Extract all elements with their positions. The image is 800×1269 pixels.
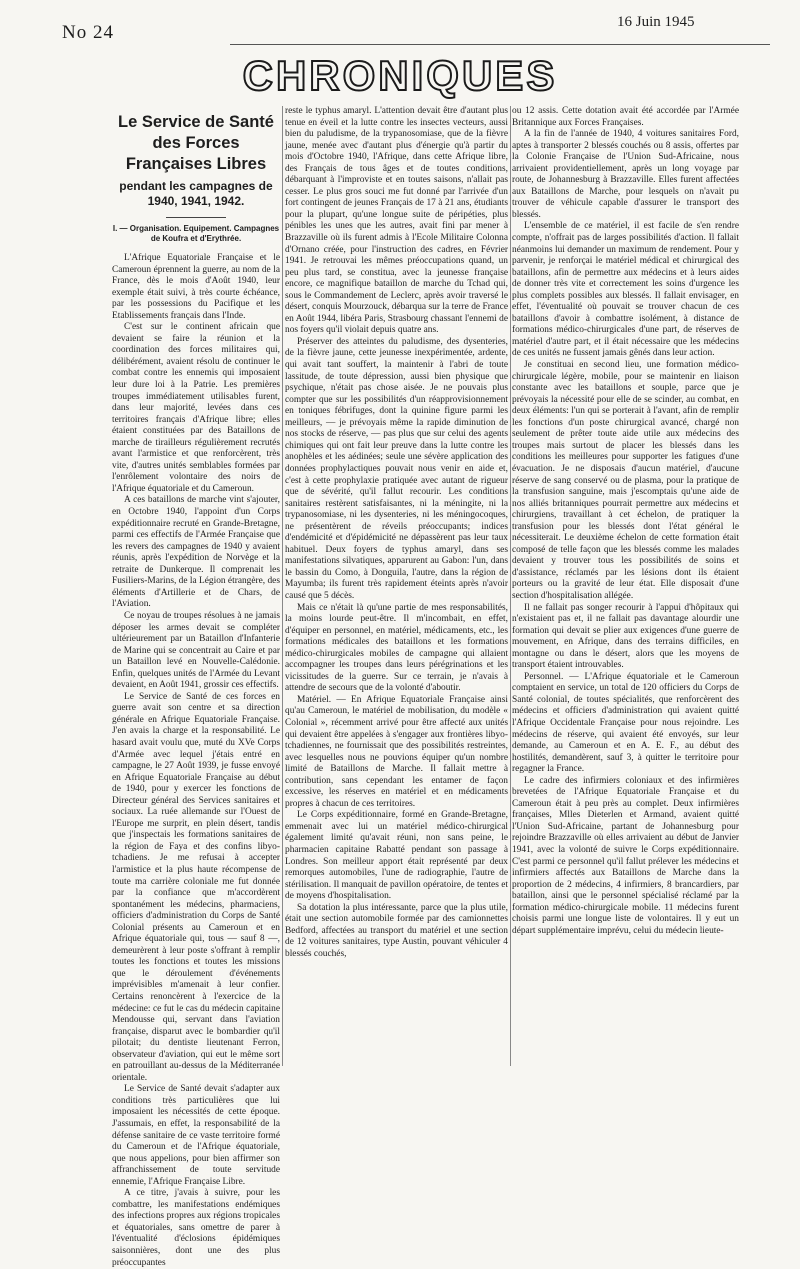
paragraph: Mais ce n'était là qu'une partie de mes responsabilités, la moins lourde peut-être. Il m'incombait, en effet, d'équiper en personnel, en matériel, médicaments, etc., les formations médicales des bataillons et les formations médico-chirurgicales mobiles de campagne qui allaient accompagner les troupes dans leurs pérégrinations et les vicissitudes de la guerre. Sur ce terrain, je n'avais à attendre de secours que de la volonté d'aboutir. [285, 602, 508, 694]
paragraph: Matériel. — En Afrique Equatoriale Française ainsi qu'au Cameroun, le matériel de mobilisation, du modèle « Colonial », récemment arrivé pour être affecté aux unités qui devaient être appelées à s'engager aux frontières libyo-tchadiennes, ne fournissait que des possibilités restreintes, avec lesquelles nous ne pouvions équiper qu'un nombre limité de Bataillons de Marche. Il fallait mettre à contribution, sans cependant les entamer de façon excessive, les réserves en matériel et en médicaments propres à chacun de ces territoires. [285, 694, 508, 809]
article-title: Le Service de Santé des Forces Françaises Libres [118, 113, 274, 173]
paragraph: Le Corps expéditionnaire, formé en Grande-Bretagne, emmenait avec lui un matériel médico-chirurgical également limité qu'avait réuni, non sans peine, le pharmacien capitaine Rabatté pendant son passage à Londres. Son meilleur apport était représenté par deux remorques automobiles, l'une de radiographie, l'autre de stérilisation. Il manquait de pavillon opératoire, de tentes et de moyens d'hospitalisation. [285, 810, 508, 902]
paragraph: Sa dotation la plus intéressante, parce que la plus utile, était une section automobile formée par des camionnettes Bedford, affectées au transport du matériel et une section de 12 voitures sanitaires, type Austin, pouvant véhiculer 4 blessés couchés, [285, 902, 508, 959]
paragraph: A ce titre, j'avais à suivre, pour les combattre, les manifestations endémiques des infections propres aux régions tropicales et équatoriales, sans omettre de parer à l'éventualité d'éclosions épidémiques saisonnières, dont une des plus préoccupantes [112, 1188, 280, 1268]
column-right [512, 106, 739, 1066]
paragraph: ou 12 assis. Cette dotation avait été accordée par l'Armée Britannique aux Forces Françaises. [512, 106, 739, 128]
article-subtitle: pendant les campagnes de 1940, 1941, 1942. [119, 179, 273, 208]
section-heading: I. — Organisation. Equipement. Campagnes de Koufra et d'Erythrée. [112, 224, 280, 243]
paragraph: Ce noyau de troupes résolues à ne jamais déposer les armes devait se compléter ultérieurement par un Bataillon d'Infanterie de Marine qui se concentrait au Caire et par un Bataillon levé en Nouvelle-Calédonie. Enfin, quelques unités de l'Armée du Levant devaient, en Août 1941, grossir ces effectifs. [112, 610, 280, 691]
header-rule [230, 44, 770, 45]
paragraph: Je constituai en second lieu, une formation médico-chirurgicale légère, mobile, pour se maintenir en liaison constante avec les bataillons et souple, parce que je prévoyais la nécessité pour elle de se scinder, au combat, en deux éléments: l'un qui se porterait à l'avant, afin de remplir les fonctions d'un poste chirurgical avancé, chargé non seulement de prêter toute aide utile aux médecins des troupes mais surtout de placer les blessés dans les conditions les meilleures pour supporter les fatigues d'une évacuation. Je ne disposais d'aucun matériel, d'aucune réserve de sang conservé ou de plasma, pour la pratique de la transfusion sanguine, mais j'escomptais qu'une aide de nos alliés britanniques pourrait permettre aux médecins et chirurgiens, travaillant à cet échelon, de pratiquer la transfusion pour les blessés dont l'état général le nécessiterait. Le deuxième échelon de cette formation était composé de telle façon que les blessés comme les malades devaient y trouver tous les possibilités de soins et d'assistance, réclamés par les lésions dont ils étaient porteurs ou la gravité de leur état. Elle disposait d'une section d'hospitalisation allégée. [512, 360, 739, 601]
masthead: CHRONIQUES [242, 52, 558, 99]
issue-date: 16 Juin 1945 [617, 14, 695, 30]
section-rule [166, 217, 226, 218]
column-divider [510, 106, 511, 1066]
paragraph: L'Afrique Equatoriale Française et le Cameroun éprennent la guerre, au nom de la France, dès le mois d'Août 1940, leur exemple était suivi, à très courte échéance, par les possessions du Pacifique et les Etablissements français dans l'Inde. [112, 253, 280, 321]
paragraph: Préserver des atteintes du paludisme, des dysenteries, de la fièvre jaune, cette jeunesse inexpérimentée, ardente, qui avait tant souffert, la maintenir à l'abri de toute lassitude, de toute dépression, aussi bien physique que psychique, n'était pas chose aisée. Je ne pouvais plus compter que sur les possibilités d'un réapprovisionnement en toniques fébrifuges, dont la quinine figure parmi les meilleurs, — je prévoyais même la rapide diminution de nos stocks de réserve, — pas plus que sur celui des agents chimiques qui ont fait leur preuve dans la lutte contre les anophèles et les aédinées; seule une sévère application des données prophylactiques pouvait nous venir en aide et, c'est à cette prophylaxie pratiquée avec autant de rigueur que de sévérité, qu'il fallut recourir. Les conditions sanitaires restèrent satisfaisantes, ni la méningite, ni la trypanosomiase, ni les dysenteries, ni les méningocoques, ne présentèrent de réveils préoccupants; indices d'endémicité et d'épidémicité ne dépassèrent pas leur taux habituel. Deux foyers de typhus amaryl, dans ses manifestations silvatiques, apparurent au Gabon: l'un, dans le bassin du Como, à Donguila, l'autre, dans la région de Mayumba; ils furent très rapidement éteints après n'avoir causé que 5 décès. [285, 336, 508, 601]
paragraph: Le Service de Santé devait s'adapter aux conditions très particulières que lui imposaient les nécessités de cette époque. J'assumais, en effet, la responsabilité de la défense sanitaire de ce vaste territoire formé du Cameroun et de l'Afrique équatoriale, que nous appelions, pour bien affirmer son affranchissement de toute servitude ennemie, l'Afrique Française Libre. [112, 1084, 280, 1187]
paragraph: Le cadre des infirmiers coloniaux et des infirmières brevetées de l'Afrique Equatoriale Française et du Cameroun était à peu près au complet. Deux infirmières françaises, Mlles Dieterlen et Armand, avaient quitté l'Union Sud-Africaine, partant de Johannesburg pour rejoindre Brazzaville où elles arrivaient au début de Janvier 1941, avec la volonté de suivre le Corps expéditionnaire. C'est parmi ce personnel qu'il fallut prélever les médecins et infirmiers affectés aux Bataillons de Marche dans la proportion de 2 médecins, 4 infirmiers, 8 brancardiers, par bataillon, ainsi que le personnel spécialisé réclamé par la formation médico-chirurgicale mobile. 11 médecins furent choisis parmi une longue liste de volontaires. Il y eut un départ supplémentaire imprévu, celui du médecin lieute- [512, 775, 739, 936]
paragraph: Il ne fallait pas songer recourir à l'appui d'hôpitaux qui n'existaient pas et, il ne fallait pas davantage alourdir une formation qui devait se plier aux exigences d'une guerre de mouvement, en Afrique, dans des terrains difficiles, en montagne ou dans le désert, alors que les moyens de transport étaient introuvables. [512, 602, 739, 671]
paragraph: Personnel. — L'Afrique équatoriale et le Cameroun comptaient en service, un total de 120 officiers du Corps de Santé colonial, de toutes spécialités, que renforcèrent des médecins et officiers d'administration qui avaient quitté l'Afrique Occidentale Française pour nous rejoindre. Les médecins de réserve, qui avaient été envoyés, sur leur demande, au Cameroun et en A. E. F., au début des hostilités, demandèrent, sauf 3, à quitter le territoire pour regagner la France. [512, 671, 739, 775]
column-divider [282, 106, 283, 1066]
paragraph: L'ensemble de ce matériel, il est facile de s'en rendre compte, n'offrait pas de larges possibilités d'action. Il fallait néanmoins lui demander un maximum de rendement. Pour y parvenir, je renforçai le matériel médical et chirurgical des bataillons, afin de permettre aux médecins et à leurs aides de donner très vite et correctement les soins d'urgence les plus complets possibles aux blessés. Il fallait envisager, en effet, l'éventualité où pouvait se trouver chacun de ces bataillons d'avoir à combattre isolément, à distance de formations médico-chirurgicales d'une part, de réserves de matériel d'autre part, et il était nécessaire que les médecins de ces unités ne fussent jamais gênés dans leur action. [512, 221, 739, 359]
issue-number: No 24 [62, 22, 114, 43]
paragraph: reste le typhus amaryl. L'attention devait être d'autant plus tenue en éveil et la lutte contre les insectes vecteurs, aussi bien du paludisme, de la trypanosomiase, que de la fièvre jaune, menée avec d'autant plus d'énergie qu'à partir du mois d'Octobre 1940, l'Afrique, dans cette Afrique libre, des Français de tous âges et de toutes conditions, débarquant à l'improviste et en toutes saisons, n'allait pas cesser. Le plus gros souci me fut donné par l'arrivée d'un fort contingent de jeunes Français de 17 à 21 ans, étudiants pour la plupart, qu'une longue suite de péripéties, plus pénibles les unes que les autres, avait fini par mener à Brazzaville où ils furent admis à l'Ecole Militaire Colonna d'Ornano créée, pour l'instruction des cadres, en Février 1941. Je retrouvai les mêmes préoccupations quand, un peu plus tard, se constitua, avec la jeunesse française encore, ce magnifique bataillon de marche du Tchad qui, sous le Commandement de Leclerc, après avoir traversé le désert, conquis Mourzouck, débarqua sur la terre de France en Août 1944, libéra Paris, Strasbourg chassant l'ennemi de nos foyers qu'il violait depuis quatre ans. [285, 106, 508, 336]
paragraph: C'est sur le continent africain que devaient se faire la réunion et la coordination des forces militaires qui, délibérément, avaient résolu de continuer le combat contre les ennemis qui imposaient leur dure loi à la Patrie. Les premières troupes immédiatement utilisables furent, dans leur majorité, levées dans ces territoires français d'Afrique libre; elles étaient constituées par des Bataillons de marche de tirailleurs régulièrement recrutés avant l'armistice et que renforcèrent, très vite, d'autres unités semblables formées par l'enrôlement volontaire des noirs de l'Afrique équatoriale et du Cameroun. [112, 322, 280, 494]
column-middle [285, 106, 508, 1066]
paragraph: Le Service de Santé de ces forces en guerre avait son centre et sa direction générale en Afrique Equatoriale Française. J'en avais la charge et la responsabilité. Le hasard avait voulu que, muté du XVe Corps d'Armée avec lequel j'étais entré en campagne, le 27 Août 1939, je fusse envoyé en Afrique Equatoriale Française au début de 1940, pour y exercer les fonctions de Directeur général des Services sanitaires et sociaux. La ruée allemande sur l'Ouest de l'Europe me surprit, en plein désert, tandis que j'inspectais les formations sanitaires de la région de Faya et des confins libyo-tchadiens. Je me refusai à accepter l'armistice et la plus haute récompense de toute ma carrière coloniale me fut donnée par la confiance que m'accordèrent spontanément les médecins, pharmaciens, officiers d'administration du Corps de Santé Colonial présents au Cameroun et en Afrique équatoriale qui, tous — sauf 8 —, demeurèrent à leur poste s'offrant à remplir toutes les fonctions et toutes les missions que le déroulement d'événements imprévisibles m'amenait à leur confier. Certains renoncèrent à l'exercice de la médecine: ce fut le cas du médecin capitaine Mendousse qui, servant dans l'aviation française, disparut avec le bombardier qu'il pilotait; du dentiste lieutenant Ferron, observateur d'aviation, qui eut le même sort en patrouillant au-dessus de la Méditerranée orientale. [112, 691, 280, 1083]
column-left [112, 106, 280, 1268]
paragraph: A la fin de l'année de 1940, 4 voitures sanitaires Ford, aptes à transporter 2 blessés couchés ou 8 assis, offertes par la Colonie Française de l'Union Sud-Africaine, nous arrivaient providentiellement, après un long voyage par route, de Johannesburg à Brazzaville. Elles furent affectées aux Bataillons de Marche, pour lesquels on n'avait pu trouver de véhicule capable d'assurer le transport des blessés. [512, 129, 739, 220]
paragraph: A ces bataillons de marche vint s'ajouter, en Octobre 1940, l'appoint d'un Corps expéditionnaire recruté en Grande-Bretagne, parmi ces effectifs de l'Armée Française que les revers des campagnes de 1940 y avaient réunis, après l'expédition de Norvège et la retraite de Dunkerque. Il comprenait les Fusiliers-Marins, de la Légion étrangère, des éléments d'Artillerie et de Chars, de l'Aviation. [112, 495, 280, 610]
